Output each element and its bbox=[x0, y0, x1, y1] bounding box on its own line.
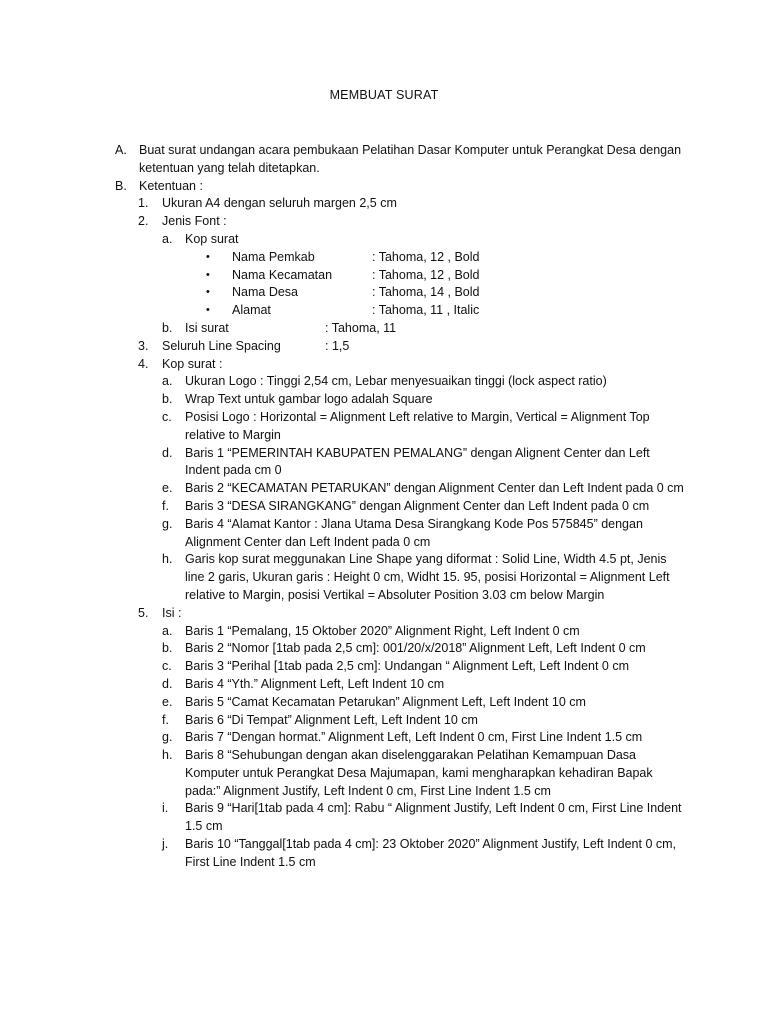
sub-list-item bbox=[115, 373, 685, 391]
sub-list-item bbox=[115, 729, 685, 747]
bullet-item bbox=[115, 302, 685, 320]
sub-list-letter: c. bbox=[162, 409, 172, 424]
list-text: Isi : bbox=[162, 605, 182, 620]
sub-list-letter: i. bbox=[162, 801, 169, 816]
sub-list-text: Baris 1 “Pemalang, 15 Oktober 2020” Alignment Right, Left Indent 0 cm bbox=[185, 623, 580, 638]
sub-list-letter: c. bbox=[162, 659, 172, 674]
bullet-icon: • bbox=[206, 268, 210, 281]
list-item bbox=[115, 195, 685, 213]
sub-list-letter: g. bbox=[162, 730, 173, 745]
list-number: 5. bbox=[138, 605, 149, 620]
sub-list-item bbox=[115, 836, 685, 872]
sub-list-letter: f. bbox=[162, 712, 169, 727]
sub-list-letter: g. bbox=[162, 516, 173, 531]
sub-list-item bbox=[115, 391, 685, 409]
list-number: 3. bbox=[138, 338, 149, 353]
sub-list-letter: b. bbox=[162, 641, 173, 656]
section-text: Ketentuan : bbox=[139, 178, 203, 193]
document-title: MEMBUAT SURAT bbox=[329, 88, 439, 102]
sub-list-label: Isi surat bbox=[185, 320, 229, 335]
sub-list-item bbox=[115, 320, 685, 338]
list-number: 4. bbox=[138, 356, 149, 371]
sub-list-item bbox=[115, 658, 685, 676]
list-number: 1. bbox=[138, 196, 149, 211]
bullet-value: : Tahoma, 12 , Bold bbox=[372, 267, 480, 282]
sub-list-text: Baris 9 “Hari[1tab pada 4 cm]: Rabu “ Alignment Justify, Left Indent 0 cm, First Line Indent 1.5 cm bbox=[185, 801, 682, 834]
sub-list-letter: a. bbox=[162, 231, 173, 246]
sub-list-text: Baris 7 “Dengan hormat.” Alignment Left, Left Indent 0 cm, First Line Indent 1.5 cm bbox=[185, 730, 643, 745]
sub-list-text: Baris 1 “PEMERINTAH KABUPATEN PEMALANG” dengan Alignent Center dan Left Indent pada cm 0 bbox=[185, 445, 650, 478]
sub-list-text: Baris 3 “Perihal [1tab pada 2,5 cm]: Undangan “ Alignment Left, Left Indent 0 cm bbox=[185, 659, 630, 674]
sub-list-item bbox=[115, 480, 685, 498]
sub-list-letter: a. bbox=[162, 623, 173, 638]
sub-list-text: Posisi Logo : Horizontal = Alignment Left relative to Margin, Vertical = Alignment Top relative to Margin bbox=[185, 409, 650, 442]
section-text: Buat surat undangan acara pembukaan Pelatihan Dasar Komputer untuk Perangkat Desa dengan ketentuan yang telah ditetapkan. bbox=[139, 143, 682, 175]
list-number: 2. bbox=[138, 214, 149, 229]
list-text: Jenis Font : bbox=[162, 214, 227, 229]
sub-list-letter: d. bbox=[162, 676, 173, 691]
sub-list-letter: j. bbox=[162, 837, 169, 852]
sub-list-letter: e. bbox=[162, 481, 173, 496]
list-label: Seluruh Line Spacing bbox=[162, 338, 281, 353]
sub-list-letter: h. bbox=[162, 552, 173, 567]
sub-list-text: Ukuran Logo : Tinggi 2,54 cm, Lebar menyesuaikan tinggi (lock aspect ratio) bbox=[185, 374, 607, 389]
sub-list-letter: d. bbox=[162, 445, 173, 460]
sub-list-text: Baris 8 “Sehubungan dengan akan diselenggarakan Pelatihan Kemampuan Dasa Komputer untuk Perangkat Desa Majumapan, kami mengharapkan kehadiran Bapak pada:” Alignment Justify, Left Indent 0 cm, First Line Indent 1.5 cm bbox=[185, 748, 653, 798]
bullet-icon: • bbox=[206, 250, 210, 263]
sub-list-letter: f. bbox=[162, 498, 169, 513]
sub-list-text: Baris 4 “Yth.” Alignment Left, Left Indent 10 cm bbox=[185, 676, 445, 691]
bullet-label: Nama Kecamatan bbox=[232, 267, 333, 282]
list-item bbox=[115, 338, 685, 356]
sub-list-item bbox=[115, 409, 685, 445]
bullet-label: Alamat bbox=[232, 303, 271, 318]
bullet-label: Nama Pemkab bbox=[232, 249, 315, 264]
list-value: : 1,5 bbox=[325, 338, 350, 353]
sub-list-item bbox=[115, 747, 685, 800]
bullet-item bbox=[115, 284, 685, 302]
sub-list-letter: e. bbox=[162, 694, 173, 709]
sub-list-item bbox=[115, 445, 685, 481]
list-text: Kop surat : bbox=[162, 356, 223, 371]
sub-list-letter: b. bbox=[162, 320, 173, 335]
sub-list-item bbox=[115, 676, 685, 694]
document-body bbox=[115, 142, 685, 872]
sub-list-text: Baris 10 “Tanggal[1tab pada 4 cm]: 23 Oktober 2020” Alignment Justify, Left Indent 0 cm, First Line Indent 1.5 cm bbox=[185, 837, 677, 869]
sub-list-text: Baris 2 “KECAMATAN PETARUKAN” dengan Alignment Center dan Left Indent pada 0 cm bbox=[185, 481, 684, 496]
bullet-value: : Tahoma, 12 , Bold bbox=[372, 249, 480, 264]
bullet-value: : Tahoma, 11 , Italic bbox=[372, 303, 480, 318]
bullet-icon: • bbox=[206, 286, 210, 299]
sub-list-item bbox=[115, 640, 685, 658]
sub-list-item bbox=[115, 231, 685, 249]
sub-list-letter: a. bbox=[162, 374, 173, 389]
sub-list-text: Kop surat bbox=[185, 231, 239, 246]
sub-list-letter: b. bbox=[162, 392, 173, 407]
sub-list-item bbox=[115, 712, 685, 730]
section-marker: A. bbox=[115, 143, 127, 157]
bullet-value: : Tahoma, 14 , Bold bbox=[372, 285, 480, 300]
section-b bbox=[115, 178, 685, 196]
sub-list-text: Baris 4 “Alamat Kantor : Jlana Utama Desa Sirangkang Kode Pos 575845” dengan Alignment Center dan Left Indent pada 0 cm bbox=[185, 516, 643, 549]
bullet-label: Nama Desa bbox=[232, 285, 298, 300]
list-text: Ukuran A4 dengan seluruh margen 2,5 cm bbox=[162, 196, 397, 211]
sub-list-item bbox=[115, 800, 685, 836]
sub-list-item bbox=[115, 516, 685, 552]
sub-list-text: Baris 6 “Di Tempat” Alignment Left, Left Indent 10 cm bbox=[185, 712, 478, 727]
list-item bbox=[115, 605, 685, 623]
sub-list-text: Garis kop surat meggunakan Line Shape yang diformat : Solid Line, Width 4.5 pt, Jenis line 2 garis, Ukuran garis : Height 0 cm, Widht 15. 95, posisi Horizontal = Alignment Left relative to Margin, posisi Vertikal = Absoluter Position 3.03 cm below Margin bbox=[185, 552, 670, 602]
section-marker: B. bbox=[115, 178, 127, 193]
bullet-icon: • bbox=[206, 304, 210, 317]
sub-list-letter: h. bbox=[162, 748, 173, 763]
sub-list-text: Baris 2 “Nomor [1tab pada 2,5 cm]: 001/20/x/2018” Alignment Left, Left Indent 0 cm bbox=[185, 641, 646, 656]
bullet-item bbox=[115, 249, 685, 267]
section-a bbox=[115, 142, 685, 178]
list-item bbox=[115, 213, 685, 231]
bullet-item bbox=[115, 267, 685, 285]
list-item bbox=[115, 356, 685, 374]
sub-list-item bbox=[115, 694, 685, 712]
sub-list-text: Baris 5 “Camat Kecamatan Petarukan” Alignment Left, Left Indent 10 cm bbox=[185, 694, 586, 709]
sub-list-value: : Tahoma, 11 bbox=[325, 320, 397, 335]
sub-list-item bbox=[115, 623, 685, 641]
sub-list-text: Wrap Text untuk gambar logo adalah Square bbox=[185, 392, 433, 407]
sub-list-item bbox=[115, 551, 685, 604]
sub-list-item bbox=[115, 498, 685, 516]
sub-list-text: Baris 3 “DESA SIRANGKANG” dengan Alignment Center dan Left Indent pada 0 cm bbox=[185, 498, 650, 513]
